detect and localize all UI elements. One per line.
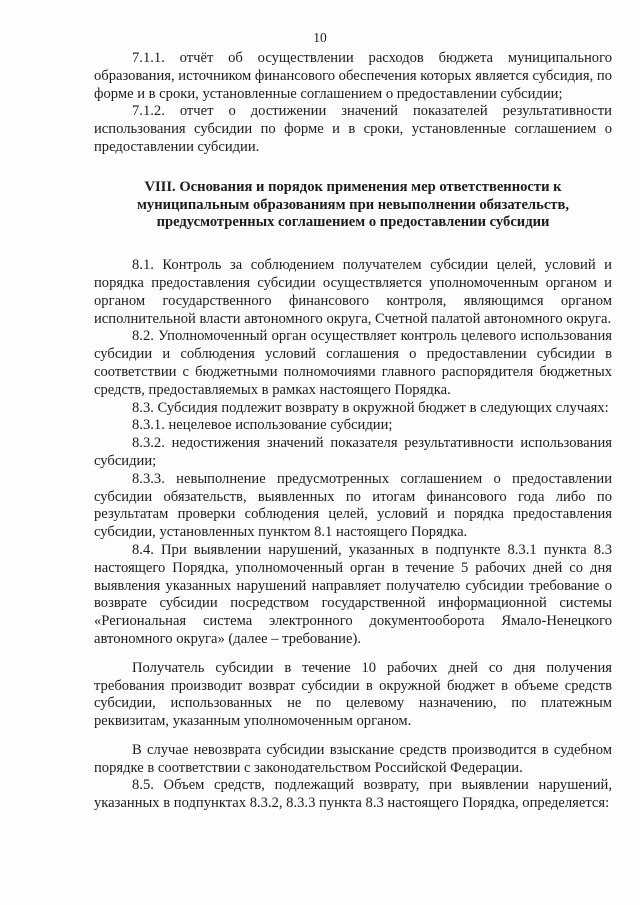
paragraph-8-5: 8.5. Объем средств, подлежащий возврату, при выявлении нарушений, указанных в подпунктах 8.3.2, 8.3.3 пункта 8.3 настоящего Порядка, определяется: [94,777,612,812]
paragraph-7-1-2: 7.1.2. отчет о достижении значений показателей результативности использования субсидии по форме и в сроки, установленные соглашением о предоставлении субсидии. [94,103,612,155]
section-heading: VIII. Основания и порядок применения мер ответственности к муниципальным образованиям при невыполнении обязательств, предусмотренных соглашением о предоставлении субсидии [136,178,570,231]
document-body [94,50,612,813]
paragraph-court-recovery: В случае невозврата субсидии взыскание средств производится в судебном порядке в соответствии с законодательством Российской Федерации. [94,741,612,776]
page-number: 10 [313,30,327,45]
paragraph-7-1-1: 7.1.1. отчёт об осуществлении расходов бюджета муниципального образования, источником финансового обеспечения которых является субсидия, по форме и в сроки, установленные соглашением о предоставлении субсидии; [94,50,612,102]
paragraph-recipient-return: Получатель субсидии в течение 10 рабочих дней со дня получения требования производит возврат субсидии в окружной бюджет в объеме средств субсидии, использованных не по целевому назначению, по платежным реквизитам, указанным уполномоченным органом. [94,659,612,730]
paragraph-8-3-3: 8.3.3. невыполнение предусмотренных соглашением о предоставлении субсидии обязательств, выявленных по итогам финансового года либо по результатам проверки соблюдения целей, условий и порядка предоставления субсидии, установленных пунктом 8.1 настоящего Порядка. [94,470,612,541]
paragraph-8-3-1: 8.3.1. нецелевое использование субсидии; [132,417,393,434]
paragraph-8-3-2: 8.3.2. недостижения значений показателя результативности использования субсидии; [94,435,612,469]
paragraph-8-2: 8.2. Уполномоченный орган осуществляет контроль целевого использования субсидии и соблюдения условий соглашения о предоставлении субсидии в соответствии с бюджетными полномочиями главного распорядителя бюджетных средств, предоставляемых в рамках настоящего Порядка. [94,328,612,398]
paragraph-8-3: 8.3. Субсидия подлежит возврату в окружной бюджет в следующих случаях: [132,399,609,416]
paragraph-8-4: 8.4. При выявлении нарушений, указанных в подпункте 8.3.1 пункта 8.3 настоящего Порядка, уполномоченный орган в течение 5 рабочих дней со дня выявления указанных нарушений направляет получателю субсидии требование о возврате субсидии посредством государственной информационной системы «Региональная система электронного документооборота Ямало-Ненецкого автономного округа» (далее – требование). [94,541,612,647]
paragraph-8-1: 8.1. Контроль за соблюдением получателем субсидии целей, условий и порядка предоставления субсидии осуществляется уполномоченным органом и органом государственного финансового контроля, являющимся органом исполнительной власти автономного округа, Счетной палатой автономного округа. [94,257,612,327]
